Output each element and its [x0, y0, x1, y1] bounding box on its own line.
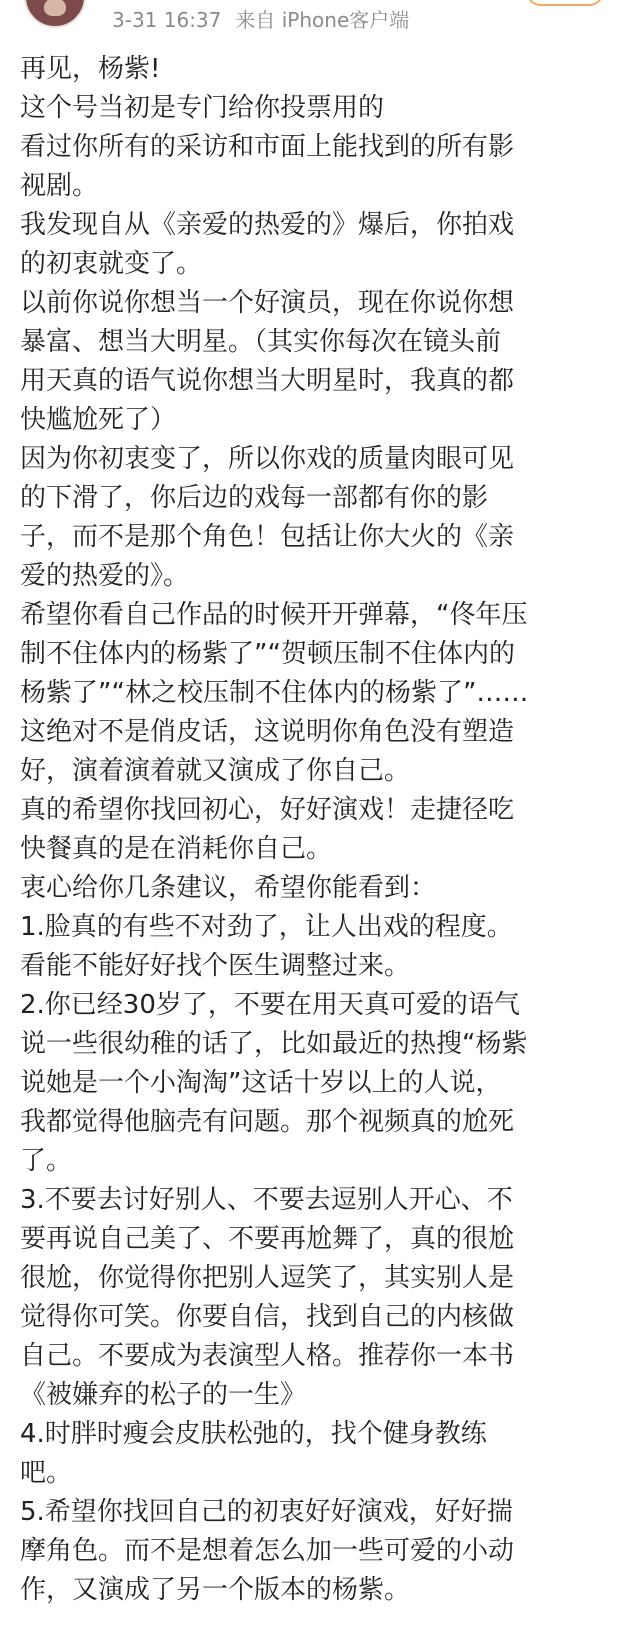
post-time: 3-31 16:37	[112, 8, 222, 32]
post-paragraph: 1.脸真的有些不对劲了，让人出戏的程度。 看能不能好好找个医生调整过来。	[20, 912, 513, 981]
post-paragraph: 我发现自从《亲爱的热爱的》爆后，你拍戏 的初衷就变了。	[20, 210, 515, 279]
post-paragraph: 真的希望你找回初心，好好演戏！走捷径吃 快餐真的是在消耗你自己。	[20, 795, 515, 864]
post-paragraph: 以前你说你想当一个好演员，现在你说你想 暴富、想当大明星。（其实你每次在镜头前 用天真的语气说你想当大明星时，我真的都 快尴尬死了）	[20, 288, 515, 435]
post-paragraph: 衷心给你几条建议，希望你能看到：	[20, 873, 437, 903]
post-source: 来自 iPhone客户端	[235, 8, 410, 32]
post-paragraph: 看过你所有的采访和市面上能找到的所有影 视剧。	[20, 132, 515, 201]
post-paragraph: 3.不要去讨好别人、不要去逗别人开心、不 要再说自己美了、不要再尬舞了，真的很尬 很尬，你觉得你把别人逗笑了，其实别人是 觉得你可笑。你要自信，找到自己的内核做 自己。不要成为表演型人格。推荐你一本书 《被嫌弃的松子的一生》	[20, 1185, 515, 1410]
post-paragraph: 希望你看自己作品的时候开开弹幕，“佟年压 制不住体内的杨紫了”“贺顿压制不住体内的 杨紫了”“林之校压制不住体内的杨紫了”…… 这绝对不是俏皮话，这说明你角色没有塑造 好，演着演着就又演成了你自己。	[20, 600, 529, 786]
post-paragraph: 因为你初衷变了，所以你戏的质量肉眼可见 的下滑了，你后边的戏每一部都有你的影 子，而不是那个角色！包括让你大火的《亲 爱的热爱的》。	[20, 444, 515, 591]
post-body	[20, 50, 632, 1610]
post-paragraph: 4.时胖时瘦会皮肤松弛的，找个健身教练 吧。	[20, 1419, 487, 1488]
post-paragraph: 5.希望你找回自己的初衷好好演戏，好好揣 摩角色。而不是想着怎么加一些可爱的小动 作，又演成了另一个版本的杨紫。	[20, 1497, 515, 1605]
post-meta	[112, 4, 409, 33]
avatar[interactable]	[24, 0, 86, 28]
post-paragraph: 再见，杨紫!	[20, 54, 161, 84]
post-paragraph: 2.你已经30岁了，不要在用天真可爱的语气 说一些很幼稚的话了，比如最近的热搜“杨紫 说她是一个小淘淘”这话十岁以上的人说， 我都觉得他脑壳有问题。那个视频真的尬死 了。	[20, 990, 528, 1176]
follow-button[interactable]	[526, 0, 604, 6]
post-header	[0, 0, 640, 40]
post-paragraph: 这个号当初是专门给你投票用的	[20, 93, 385, 123]
